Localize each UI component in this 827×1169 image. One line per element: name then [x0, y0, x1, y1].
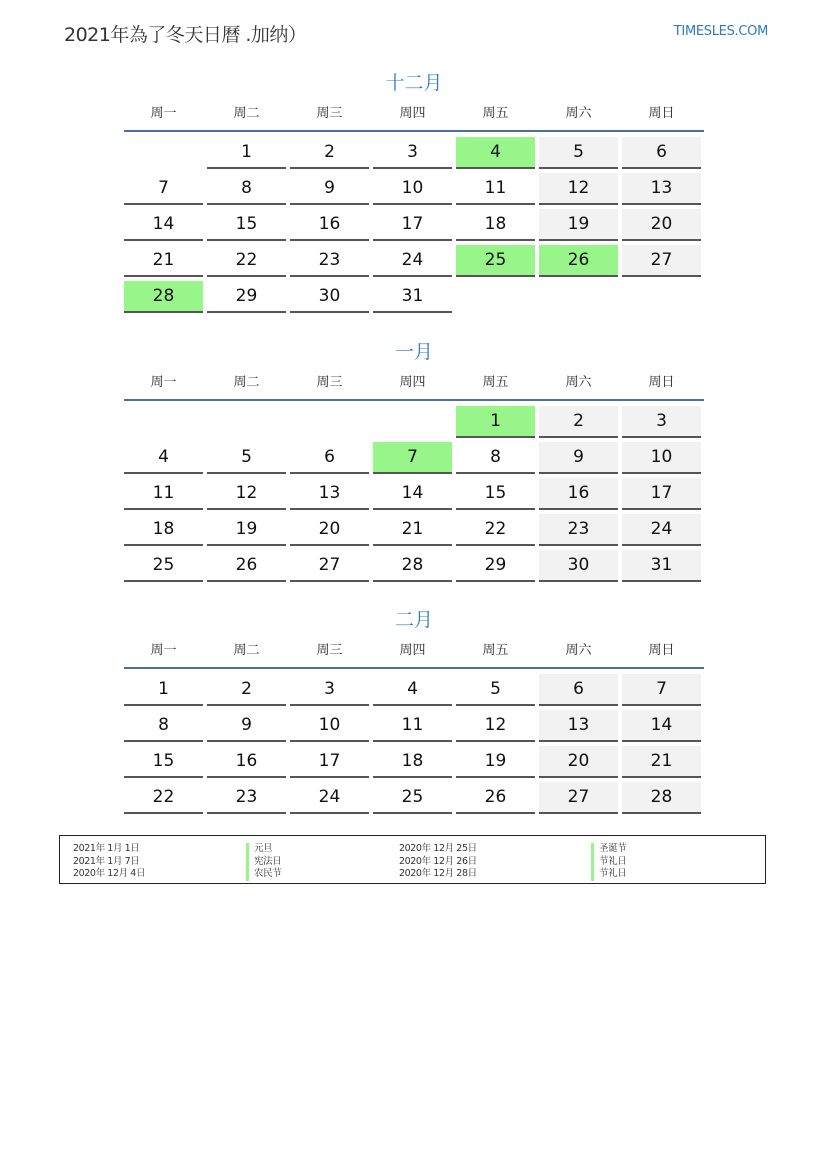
day-cell[interactable]: 2	[539, 406, 618, 438]
legend-date: 2020年 12月 26日	[399, 855, 477, 867]
day-cell[interactable]: 22	[124, 782, 203, 814]
week-row	[124, 406, 704, 438]
month-title: 一月	[394, 341, 433, 363]
weekday-label: 周三	[316, 643, 343, 658]
weekday-label: 周四	[399, 375, 426, 390]
day-cell[interactable]: 30	[290, 281, 369, 313]
weekday-label: 周三	[316, 375, 343, 390]
day-cell[interactable]: 22	[456, 514, 535, 546]
legend-name: 元旦	[246, 843, 281, 856]
legend-names-1	[246, 843, 281, 881]
day-cell[interactable]: 3	[373, 137, 452, 169]
day-cell[interactable]: 23	[539, 514, 618, 546]
day-cell[interactable]: 31	[622, 550, 701, 582]
legend-dates-1	[73, 843, 145, 881]
weekday-label: 周日	[648, 643, 675, 658]
empty-day-cell	[539, 281, 618, 313]
week-row	[124, 209, 704, 241]
holiday-day-cell[interactable]: 28	[124, 281, 203, 313]
weekday-label: 周四	[399, 106, 426, 121]
legend-name: 节礼日	[591, 868, 626, 881]
legend-names-2	[591, 843, 626, 881]
day-cell[interactable]: 11	[124, 478, 203, 510]
day-cell[interactable]: 3	[290, 674, 369, 706]
empty-day-cell	[124, 137, 203, 169]
holiday-day-cell[interactable]: 4	[456, 137, 535, 169]
week-row	[124, 514, 704, 546]
week-row	[124, 674, 704, 706]
day-grid	[124, 669, 704, 814]
day-cell[interactable]: 29	[207, 281, 286, 313]
weekday-label: 周二	[233, 643, 260, 658]
day-cell[interactable]: 11	[373, 710, 452, 742]
weekday-label: 周六	[565, 643, 592, 658]
day-cell[interactable]: 17	[373, 209, 452, 241]
weekday-header	[124, 641, 704, 669]
day-cell[interactable]: 8	[207, 173, 286, 205]
week-row	[124, 782, 704, 814]
weekday-label: 周日	[648, 375, 675, 390]
month-title: 十二月	[385, 72, 443, 94]
day-cell[interactable]: 15	[456, 478, 535, 510]
day-cell[interactable]: 9	[207, 710, 286, 742]
legend-dates-2	[399, 843, 477, 881]
day-cell[interactable]: 25	[373, 782, 452, 814]
day-cell[interactable]: 27	[539, 782, 618, 814]
week-row	[124, 710, 704, 742]
day-cell[interactable]: 9	[290, 173, 369, 205]
day-cell[interactable]: 6	[539, 674, 618, 706]
holiday-day-cell[interactable]: 26	[539, 245, 618, 277]
day-cell[interactable]: 8	[124, 710, 203, 742]
day-cell[interactable]: 13	[290, 478, 369, 510]
day-cell[interactable]: 11	[456, 173, 535, 205]
day-cell[interactable]: 21	[622, 746, 701, 778]
month-february	[124, 605, 704, 818]
empty-day-cell	[456, 281, 535, 313]
legend-name: 节礼日	[591, 856, 626, 869]
weekday-label: 周日	[648, 106, 675, 121]
week-row	[124, 173, 704, 205]
day-cell[interactable]: 4	[124, 442, 203, 474]
legend-name: 宪法日	[246, 856, 281, 869]
weekday-label: 周六	[565, 375, 592, 390]
month-december	[124, 68, 704, 317]
day-cell[interactable]: 6	[290, 442, 369, 474]
weekday-label: 周三	[316, 106, 343, 121]
day-cell[interactable]: 19	[539, 209, 618, 241]
day-cell[interactable]: 5	[207, 442, 286, 474]
empty-day-cell	[622, 281, 701, 313]
week-row	[124, 550, 704, 582]
week-row	[124, 746, 704, 778]
weekday-label: 周二	[233, 375, 260, 390]
day-cell[interactable]: 7	[622, 674, 701, 706]
day-cell[interactable]: 25	[124, 550, 203, 582]
day-cell[interactable]: 6	[622, 137, 701, 169]
weekday-label: 周五	[482, 106, 509, 121]
weekday-header	[124, 104, 704, 132]
day-cell[interactable]: 13	[622, 173, 701, 205]
month-january	[124, 337, 704, 586]
empty-day-cell	[290, 406, 369, 438]
holiday-day-cell[interactable]: 1	[456, 406, 535, 438]
weekday-label: 周五	[482, 375, 509, 390]
weekday-label: 周五	[482, 643, 509, 658]
legend-date: 2020年 12月 28日	[399, 868, 477, 879]
day-cell[interactable]: 20	[539, 746, 618, 778]
day-cell[interactable]: 14	[622, 710, 701, 742]
day-cell[interactable]: 1	[207, 137, 286, 169]
empty-day-cell	[207, 406, 286, 438]
day-cell[interactable]: 13	[539, 710, 618, 742]
weekday-label: 周六	[565, 106, 592, 121]
day-cell[interactable]: 10	[622, 442, 701, 474]
day-cell[interactable]: 9	[539, 442, 618, 474]
holiday-legend	[59, 835, 766, 884]
day-cell[interactable]: 28	[622, 782, 701, 814]
day-cell[interactable]: 16	[207, 746, 286, 778]
week-row	[124, 137, 704, 169]
site-link[interactable]: TIMESLES.COM	[673, 24, 768, 39]
week-row	[124, 281, 704, 313]
day-cell[interactable]: 14	[124, 209, 203, 241]
day-cell[interactable]: 10	[373, 173, 452, 205]
day-cell[interactable]: 18	[456, 209, 535, 241]
day-cell[interactable]: 30	[539, 550, 618, 582]
day-cell[interactable]: 23	[290, 245, 369, 277]
day-cell[interactable]: 8	[456, 442, 535, 474]
day-cell[interactable]: 17	[290, 746, 369, 778]
day-cell[interactable]: 10	[290, 710, 369, 742]
holiday-day-cell[interactable]: 25	[456, 245, 535, 277]
day-cell[interactable]: 19	[207, 514, 286, 546]
day-grid	[124, 132, 704, 313]
week-row	[124, 478, 704, 510]
day-cell[interactable]: 16	[539, 478, 618, 510]
empty-day-cell	[124, 406, 203, 438]
day-cell[interactable]: 18	[373, 746, 452, 778]
day-cell[interactable]: 5	[456, 674, 535, 706]
month-title: 二月	[394, 609, 433, 631]
day-cell[interactable]: 29	[456, 550, 535, 582]
day-cell[interactable]: 12	[539, 173, 618, 205]
day-cell[interactable]: 21	[373, 514, 452, 546]
weekday-label: 周一	[150, 106, 177, 121]
day-cell[interactable]: 20	[290, 514, 369, 546]
day-cell[interactable]: 26	[456, 782, 535, 814]
legend-date: 2020年 12月 25日	[399, 843, 477, 854]
day-cell[interactable]: 7	[124, 173, 203, 205]
day-grid	[124, 401, 704, 582]
day-cell[interactable]: 1	[124, 674, 203, 706]
day-cell[interactable]: 3	[622, 406, 701, 438]
day-cell[interactable]: 24	[622, 514, 701, 546]
day-cell[interactable]: 4	[373, 674, 452, 706]
day-cell[interactable]: 18	[124, 514, 203, 546]
weekday-label: 周二	[233, 106, 260, 121]
day-cell[interactable]: 27	[290, 550, 369, 582]
day-cell[interactable]: 27	[622, 245, 701, 277]
day-cell[interactable]: 2	[290, 137, 369, 169]
holiday-day-cell[interactable]: 7	[373, 442, 452, 474]
day-cell[interactable]: 14	[373, 478, 452, 510]
week-row	[124, 442, 704, 474]
legend-date: 2020年 12月 4日	[73, 868, 146, 879]
day-cell[interactable]: 28	[373, 550, 452, 582]
day-cell[interactable]: 24	[290, 782, 369, 814]
day-cell[interactable]: 24	[373, 245, 452, 277]
weekday-label: 周一	[150, 375, 177, 390]
day-cell[interactable]: 5	[539, 137, 618, 169]
day-cell[interactable]: 22	[207, 245, 286, 277]
day-cell[interactable]: 19	[456, 746, 535, 778]
day-cell[interactable]: 17	[622, 478, 701, 510]
day-cell[interactable]: 15	[124, 746, 203, 778]
legend-name: 圣诞节	[591, 843, 626, 856]
day-cell[interactable]: 21	[124, 245, 203, 277]
day-cell[interactable]: 16	[290, 209, 369, 241]
week-row	[124, 245, 704, 277]
day-cell[interactable]: 23	[207, 782, 286, 814]
day-cell[interactable]: 20	[622, 209, 701, 241]
day-cell[interactable]: 12	[207, 478, 286, 510]
weekday-label: 周四	[399, 643, 426, 658]
legend-name: 农民节	[246, 868, 281, 881]
day-cell[interactable]: 26	[207, 550, 286, 582]
weekday-header	[124, 373, 704, 401]
legend-date: 2021年 1月 7日	[73, 855, 140, 867]
day-cell[interactable]: 31	[373, 281, 452, 313]
weekday-label: 周一	[150, 643, 177, 658]
day-cell[interactable]: 12	[456, 710, 535, 742]
day-cell[interactable]: 15	[207, 209, 286, 241]
day-cell[interactable]: 2	[207, 674, 286, 706]
page-title: 2021年為了冬天日曆 .加纳）	[64, 24, 307, 46]
empty-day-cell	[373, 406, 452, 438]
legend-date: 2021年 1月 1日	[73, 843, 140, 854]
